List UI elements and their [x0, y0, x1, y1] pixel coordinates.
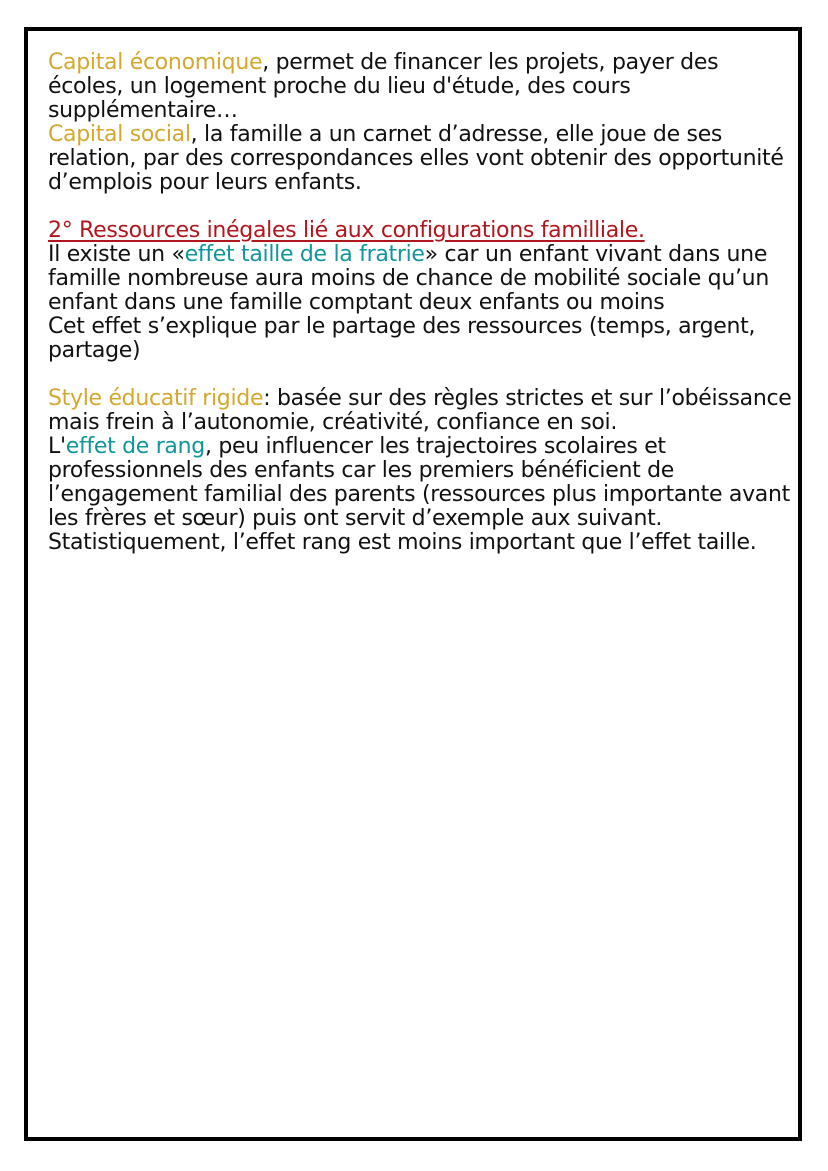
paragraph-text: » car un enfant vivant dans une famille nombreuse aura moins de chance de mobilité sociale qu’un enfant dans une famille comptant deux enfants ou moins	[48, 242, 769, 315]
paragraph-text: , la famille a un carnet d’adresse, elle joue de ses relation, par des correspondances elles vont obtenir des opportunité d’emplois pour leurs enfants.	[48, 122, 784, 195]
paragraph-style-educatif	[48, 387, 796, 435]
paragraph-text: : basée sur des règles strictes et sur l’obéissance mais frein à l’autonomie, créativité, confiance en soi.	[48, 386, 792, 435]
page-frame	[24, 27, 802, 1141]
document-body	[48, 51, 796, 555]
spacer	[48, 195, 796, 219]
spacer	[48, 363, 796, 387]
section-heading: 2° Ressources inégales lié aux configurations familliale.	[48, 218, 645, 243]
term-effet-taille: effet taille de la fratrie	[184, 242, 425, 267]
paragraph-capital-economique	[48, 51, 796, 123]
paragraph-explication: Cet effet s’explique par le partage des ressources (temps, argent, partage)	[48, 314, 756, 363]
term-capital-social: Capital social	[48, 122, 191, 147]
paragraph-effet-rang	[48, 435, 796, 531]
paragraph-statistiques: Statistiquement, l’effet rang est moins important que l’effet taille.	[48, 530, 757, 555]
paragraph-text: Il existe un «	[48, 242, 185, 267]
term-effet-rang: effet de rang	[65, 434, 205, 459]
term-capital-economique: Capital économique	[48, 50, 263, 75]
paragraph-text: , permet de financer les projets, payer des écoles, un logement proche du lieu d'étude, des cours supplémentaire…	[48, 50, 719, 123]
term-style-educatif: Style éducatif rigide	[48, 386, 264, 411]
paragraph-effet-taille	[48, 243, 796, 315]
paragraph-text: , peu influencer les trajectoires scolaires et professionnels des enfants car les premiers bénéficient de l’engagement familial des parents (ressources plus importante avant les frères et sœur) puis ont servit d’exemple aux suivant.	[48, 434, 790, 531]
paragraph-capital-social	[48, 123, 796, 195]
paragraph-text: L'	[48, 434, 66, 459]
